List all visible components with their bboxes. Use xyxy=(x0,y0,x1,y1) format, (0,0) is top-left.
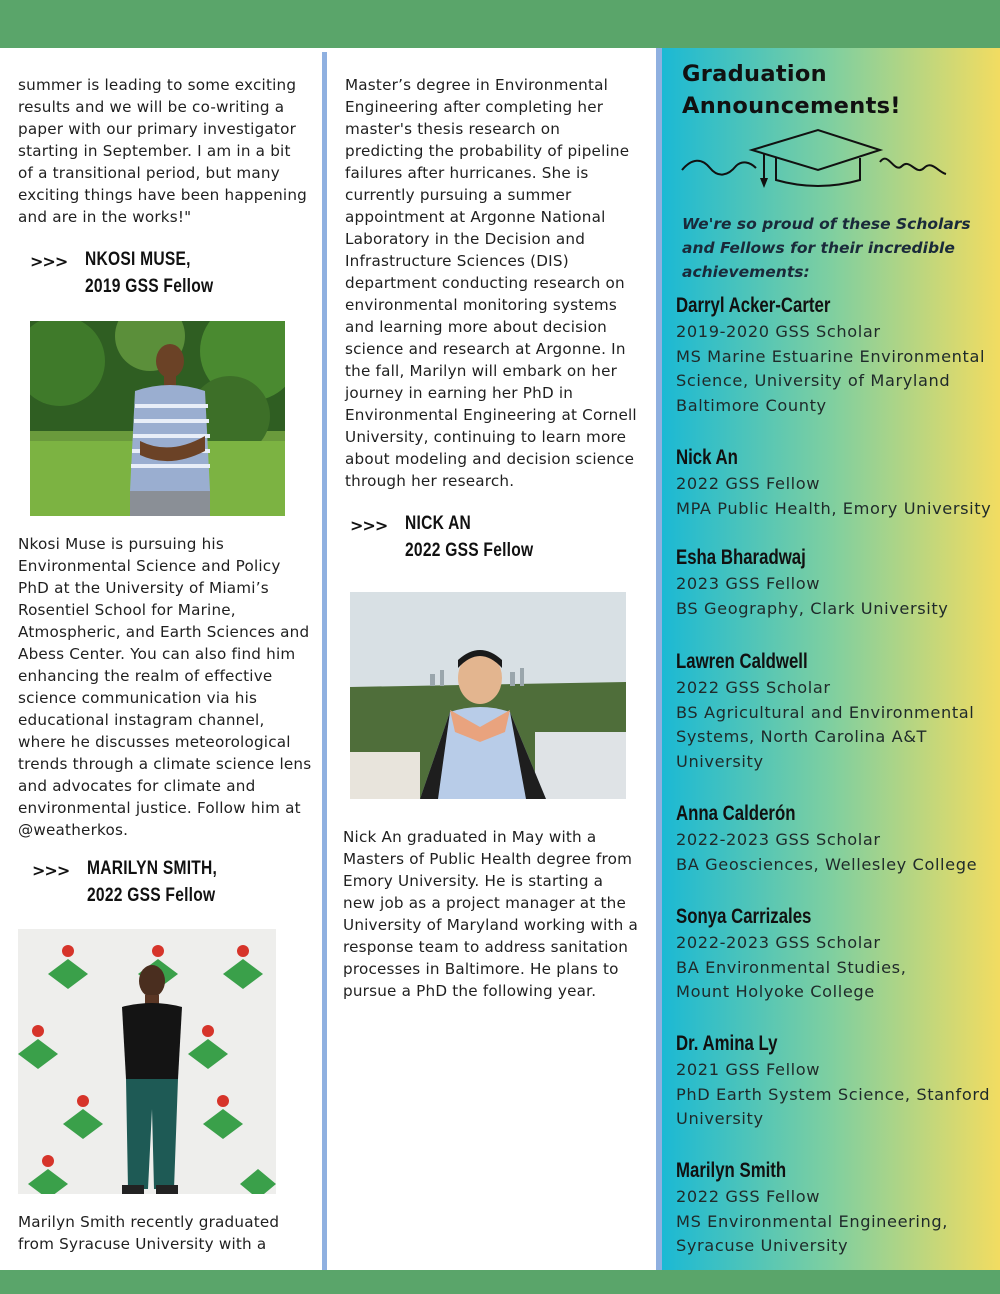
grad-degree: BA Geosciences, Wellesley College xyxy=(676,854,978,874)
grad-degree: Baltimore County xyxy=(676,396,827,416)
marilyn-paragraph: Marilyn Smith recently graduated from Syracuse University with a xyxy=(18,1213,280,1253)
nkosi-paragraph: Nkosi Muse is pursuing his Environmental Science and Policy PhD at the University of Miami’s Rosentiel School for Marine, Atmospheric, and Earth Sciences and Abess Center. You can also find him enhancing the realm of effective science communication via his educational instagram channel, where he discusses meteorological trends through a climate science lens and advocates for climate and environmental justice. Follow him at @weatherkos. xyxy=(18,535,312,839)
nick-paragraph: Nick An graduated in May with a Masters of Public Health degree from Emory University. He is starting a new job as a project manager at the University of Maryland working with a response team to address sanitation processes in Baltimore. He plans to pursue a PhD the following year. xyxy=(343,828,638,1000)
marilyn-heading xyxy=(32,855,246,909)
grad-entry xyxy=(676,903,906,1005)
grad-degree: Science, University of Maryland xyxy=(676,371,951,391)
nick-photo xyxy=(350,592,626,799)
arrows-icon: >>> xyxy=(30,252,68,271)
graduation-title: Graduation Announcements! xyxy=(682,61,901,119)
nkosi-photo xyxy=(30,321,285,516)
marilyn-photo xyxy=(18,929,276,1194)
grad-degree: University xyxy=(676,1109,764,1129)
graduation-cap-icon xyxy=(680,128,950,198)
grad-entry xyxy=(676,800,977,877)
column-divider-left xyxy=(322,52,327,1270)
grad-degree: MS Marine Estuarine Environmental xyxy=(676,346,986,366)
graduation-panel xyxy=(662,48,1000,1270)
grad-entry xyxy=(676,292,985,419)
grad-role: 2022 GSS Fellow xyxy=(676,1187,821,1206)
top-banner xyxy=(0,0,1000,48)
arrows-icon-3: >>> xyxy=(350,516,388,535)
grad-name: Nick An xyxy=(676,446,738,469)
grad-role: 2021 GSS Fellow xyxy=(676,1060,821,1079)
grad-degree: Mount Holyoke College xyxy=(676,982,875,1002)
grad-degree: PhD Earth System Science, Stanford xyxy=(676,1084,991,1104)
nick-heading-text: NICK AN 2022 GSS Fellow xyxy=(405,513,534,561)
grad-degree: MPA Public Health, Emory University xyxy=(676,498,992,518)
grad-entry xyxy=(676,444,991,521)
grad-name: Anna Calderón xyxy=(676,802,796,825)
grad-degree: BA Environmental Studies, xyxy=(676,957,907,977)
grad-degree: BS Agricultural and Environmental xyxy=(676,702,975,722)
grad-name: Marilyn Smith xyxy=(676,1159,787,1182)
grad-role: 2023 GSS Fellow xyxy=(676,574,821,593)
grad-entry xyxy=(676,648,974,775)
nkosi-heading xyxy=(30,246,242,300)
marilyn-continued-paragraph: Master’s degree in Environmental Engineering after completing her master's thesis research on predicting the probability of pipeline failures after hurricanes. She is currently pursuing a summer appointment at Argonne National Laboratory in the Decision and Infrastructure Sciences (DIS) department conducting research on environmental monitoring systems and learning more about decision science and research at Argonne. In the fall, Marilyn will embark on her journey in earning her PhD in Environmental Engineering at Cornell University, continuing to learn more about modeling and decision science through her research. xyxy=(345,76,637,490)
marilyn-heading-text: MARILYN SMITH, 2022 GSS Fellow xyxy=(87,858,218,906)
nkosi-heading-text: NKOSI MUSE, 2019 GSS Fellow xyxy=(85,249,214,297)
grad-degree: University xyxy=(676,752,764,772)
grad-degree: MS Environmental Engineering, xyxy=(676,1211,948,1231)
grad-entry xyxy=(676,1030,990,1132)
grad-degree: BS Geography, Clark University xyxy=(676,598,949,618)
grad-name: Dr. Amina Ly xyxy=(676,1032,778,1055)
grad-name: Esha Bharadwaj xyxy=(676,546,806,569)
grad-role: 2022-2023 GSS Scholar xyxy=(676,830,881,849)
proud-subtitle: We're so proud of these Scholars and Fellows for their incredible achievements: xyxy=(682,215,971,281)
grad-role: 2022 GSS Scholar xyxy=(676,678,831,697)
grad-degree: Systems, North Carolina A&T xyxy=(676,727,928,747)
nick-heading xyxy=(350,510,562,564)
grad-role: 2022 GSS Fellow xyxy=(676,474,821,493)
grad-role: 2022-2023 GSS Scholar xyxy=(676,933,881,952)
grad-role: 2019-2020 GSS Scholar xyxy=(676,322,881,341)
grad-name: Darryl Acker-Carter xyxy=(676,294,831,317)
grad-entry xyxy=(676,1157,948,1259)
grad-name: Sonya Carrizales xyxy=(676,905,812,928)
grad-entry xyxy=(676,544,948,621)
grad-degree: Syracuse University xyxy=(676,1236,849,1256)
arrows-icon-2: >>> xyxy=(32,861,70,880)
grad-name: Lawren Caldwell xyxy=(676,650,808,673)
bottom-banner xyxy=(0,1270,1000,1294)
intro-paragraph: summer is leading to some exciting results and we will be co-writing a paper with our primary investigator starting in September. I am in a bit of a transitional period, but many exciting things have been happening and are in the works!" xyxy=(18,76,307,226)
